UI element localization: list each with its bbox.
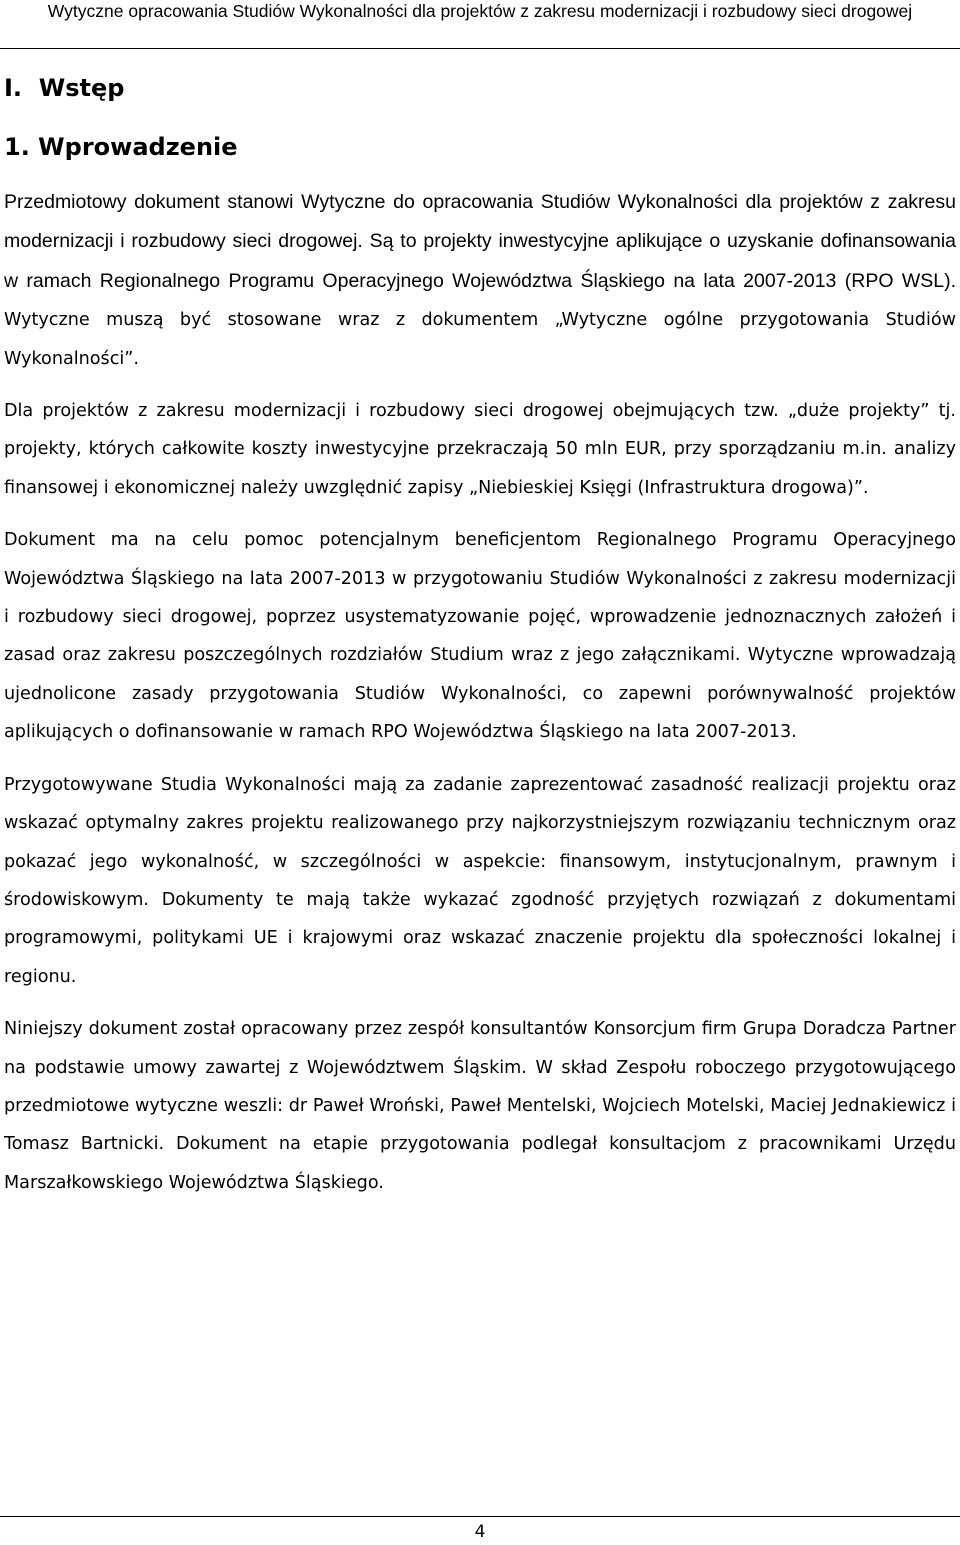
- paragraph-introduction-part2: Wytyczne muszą być stosowane wraz z dokumentem „Wytyczne ogólne przygotowania Studiów Wykonalności”.: [4, 310, 956, 369]
- paragraph-introduction-part1: Przedmiotowy dokument stanowi Wytyczne do opracowania Studiów Wykonalności dla projektów z zakresu modernizacji i rozbudowy sieci drogowej. Są to projekty inwestycyjne aplikujące o uzyskanie dofinansowania w ramach Regionalnego Programu Operacyjnego Województwa Śląskiego na lata 2007-2013 (RPO WSL).: [4, 191, 956, 292]
- paragraph-authors: Niniejszy dokument został opracowany przez zespół konsultantów Konsorcjum firm Grupa Doradcza Partner na podstawie umowy zawartej z Województwem Śląskim. W skład Zespołu roboczego przygotowującego przedmiotowe wytyczne weszli: dr Paweł Wroński, Paweł Mentelski, Wojciech Motelski, Maciej Jednakiewicz i Tomasz Bartnicki. Dokument na etapie przygotowania podlegał konsultacjom z pracownikami Urzędu Marszałkowskiego Województwa Śląskiego.: [4, 1019, 956, 1193]
- paragraph-introduction: [4, 183, 956, 378]
- page-number: 4: [474, 1522, 486, 1542]
- header-divider: [0, 48, 960, 49]
- page-header: Wytyczne opracowania Studiów Wykonalności dla projektów z zakresu modernizacji i rozbudowy sieci drogowej: [47, 1, 913, 21]
- paragraph-large-projects: Dla projektów z zakresu modernizacji i rozbudowy sieci drogowej obejmujących tzw. „duże projekty” tj. projekty, których całkowite koszty inwestycyjne przekraczają 50 mln EUR, przy sporządzaniu m.in. analizy finansowej i ekonomicznej należy uwzględnić zapisy „Niebieskiej Księgi (Infrastruktura drogowa)”.: [4, 401, 956, 498]
- chapter-title: I. Wstęp: [4, 74, 125, 102]
- document-body: [4, 183, 956, 1216]
- section-title: 1. Wprowadzenie: [4, 133, 238, 161]
- paragraph-purpose: Dokument ma na celu pomoc potencjalnym beneficjentom Regionalnego Programu Operacyjnego Województwa Śląskiego na lata 2007-2013 w przygotowaniu Studiów Wykonalności z zakresu modernizacji i rozbudowy sieci drogowej, poprzez usystematyzowanie pojęć, wprowadzenie jednoznacznych założeń i zasad oraz zakresu poszczególnych rozdziałów Studium wraz z jego załącznikami. Wytyczne wprowadzają ujednolicone zasady przygotowania Studiów Wykonalności, co zapewni porównywalność projektów aplikujących o dofinansowanie w ramach RPO Województwa Śląskiego na lata 2007-2013.: [4, 530, 956, 743]
- footer-divider: [0, 1516, 960, 1517]
- paragraph-feasibility-studies: Przygotowywane Studia Wykonalności mają za zadanie zaprezentować zasadność realizacji projektu oraz wskazać optymalny zakres projektu realizowanego przy najkorzystniejszym rozwiązaniu technicznym oraz pokazać jego wykonalność, w szczególności w aspekcie: finansowym, instytucjonalnym, prawnym i środowiskowym. Dokumenty te mają także wykazać zgodność przyjętych rozwiązań z dokumentami programowymi, politykami UE i krajowymi oraz wskazać znaczenie projektu dla społeczności lokalnej i regionu.: [4, 774, 956, 987]
